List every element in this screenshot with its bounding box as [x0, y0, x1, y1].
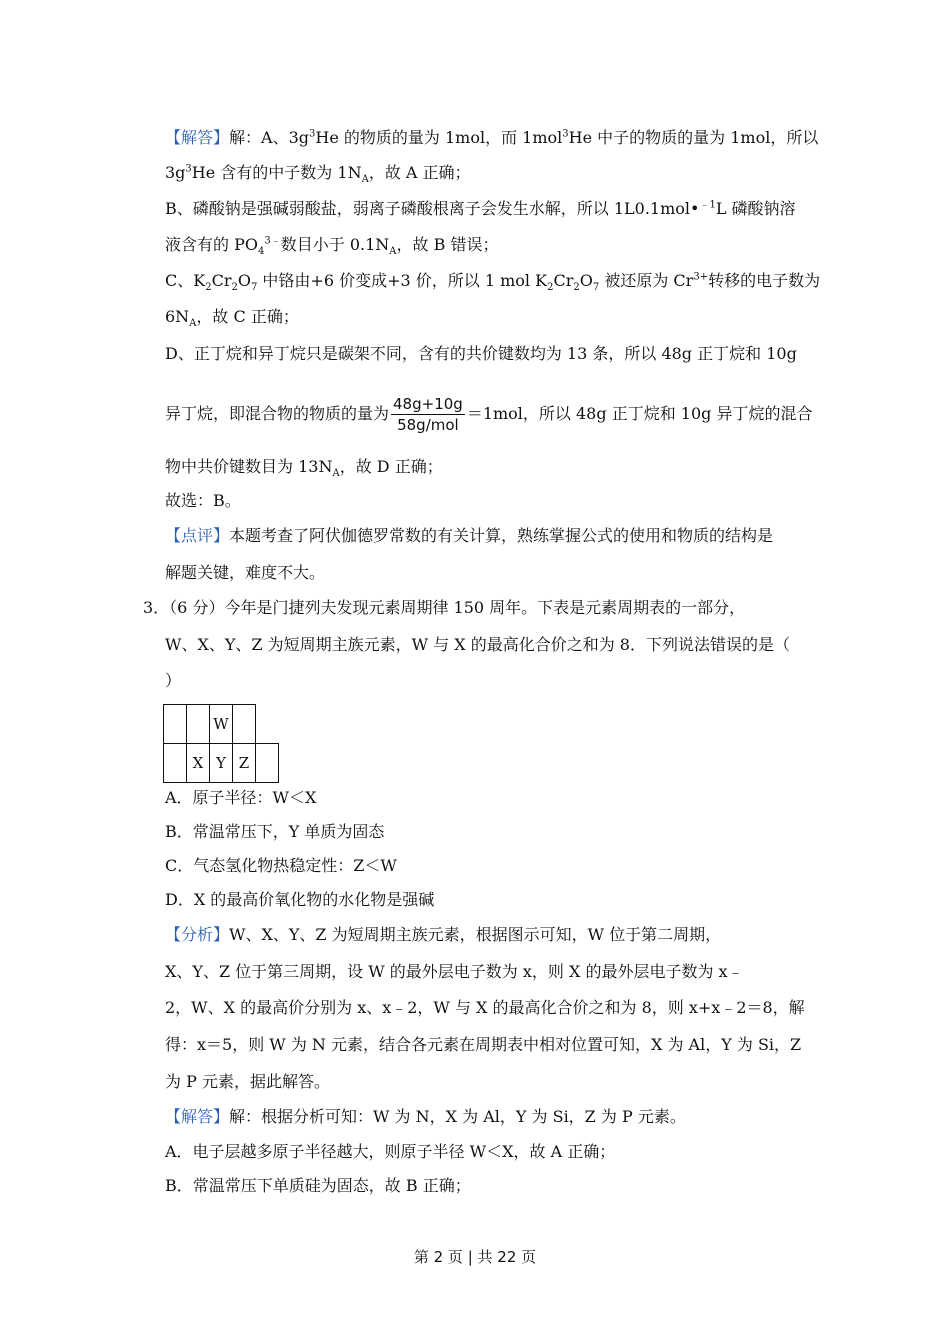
q3-answer-line-1: 【解答】解：根据分析可知：W 为 N，X 为 Al，Y 为 Si，Z 为 P 元素。	[165, 1107, 686, 1126]
q3-analysis-line-5: 为 P 元素，据此解答。	[165, 1072, 330, 1091]
q2-answer-line-6: $6N_A$，故 C 正确；	[165, 307, 299, 330]
q2-comment-line-2: 解题关键，难度不大。	[165, 563, 326, 582]
q2-answer-line-1: 【解答】解：A、$3g^3He$ 的物质的量为 1mol，而 1mol$^3$He 中子的物质的量为 1mol，所以	[165, 128, 819, 147]
fraction-denominator: 58g/mol	[397, 416, 459, 434]
comment-label: 【点评】	[165, 526, 230, 545]
answer-label: 【解答】	[165, 1107, 230, 1126]
fraction	[391, 395, 465, 434]
table-cell: X	[187, 744, 210, 783]
periodic-table-fragment	[163, 704, 279, 783]
q3-analysis-line-3: 2，W、X 的最高价分别为 x、x﹣2，W 与 X 的最高化合价之和为 8，则 x+x﹣2＝8，解	[165, 998, 805, 1017]
q2-answer-line-10: 故选：B。	[165, 491, 241, 510]
q3-option-d: D．X 的最高价氧化物的水化物是强碱	[165, 890, 435, 909]
q2-answer-line-3: B、磷酸钠是强碱弱酸盐，弱离子磷酸根离子会发生水解，所以 1L0.1mol•$^{﹣1}$L 磷酸钠溶	[165, 199, 796, 218]
q3-option-b: B．常温常压下，Y 单质为固态	[165, 822, 385, 841]
table-row	[164, 705, 279, 744]
page-footer: 第 2 页 | 共 22 页	[413, 1248, 537, 1266]
table-cell	[233, 705, 256, 744]
q3-answer-line-3: B．常温常压下单质硅为固态，故 B 正确；	[165, 1176, 471, 1195]
q2-comment-line-1: 【点评】本题考查了阿伏伽德罗常数的有关计算，熟练掌握公式的使用和物质的结构是	[165, 526, 774, 545]
q2-answer-line-9: 物中共价键数目为 $13N_A$，故 D 正确；	[165, 457, 443, 480]
table-cell	[187, 705, 210, 744]
q3-analysis-line-2: X、Y、Z 位于第三周期，设 W 的最外层电子数为 x，则 X 的最外层电子数为 x﹣	[165, 962, 744, 981]
q2-answer-line-5: C、$K_2Cr_2O_7$ 中铬由+6 价变成+3 价，所以 1 mol $K_2Cr_2O_7$ 被还原为 $Cr^{3+}$转移的电子数为	[165, 271, 821, 294]
q3-stem-line-2: W、X、Y、Z 为短周期主族元素，W 与 X 的最高化合价之和为 8．下列说法错误的是（	[165, 635, 790, 654]
table-cell	[256, 705, 279, 744]
q3-analysis-line-4: 得：x＝5，则 W 为 N 元素，结合各元素在周期表中相对位置可知，X 为 Al，Y 为 Si，Z	[165, 1035, 802, 1054]
q2-answer-line-8: 异丁烷，即混合物的物质的量为 $\frac{48g+10g}{\text{58g/mol}}$ ＝1mol，所以 48g 正丁烷和 10g 异丁烷的混合	[165, 395, 813, 434]
table-row	[164, 744, 279, 783]
table-cell	[164, 705, 187, 744]
q3-analysis-line-1: 【分析】W、X、Y、Z 为短周期主族元素，根据图示可知，W 位于第二周期，	[165, 925, 722, 944]
q2-answer-line-4: 液含有的 $PO_4^{3﹣}$数目小于 $0.1N_A$，故 B 错误；	[165, 235, 499, 258]
q3-answer-line-2: A．电子层越多原子半径越大，则原子半径 W＜X，故 A 正确；	[165, 1142, 616, 1161]
fraction-numerator: 48g+10g	[393, 395, 463, 413]
q2-answer-line-7: D、正丁烷和异丁烷只是碳架不同，含有的共价键数均为 13 条，所以 48g 正丁烷和 10g	[165, 344, 797, 363]
answer-label: 【解答】	[165, 128, 230, 147]
q2-answer-line-2: $3g^3He$ 含有的中子数为 $1N_A$，故 A 正确；	[165, 163, 471, 186]
table-cell: Y	[210, 744, 233, 783]
q3-option-a: A．原子半径：W＜X	[165, 788, 317, 807]
table-cell	[164, 744, 187, 783]
table-cell: W	[210, 705, 233, 744]
q3-stem-line-1: 3．（6 分）今年是门捷列夫发现元素周期律 150 周年。下表是元素周期表的一部分，	[143, 598, 746, 617]
table-cell	[256, 744, 279, 783]
analysis-label: 【分析】	[165, 925, 230, 944]
q3-stem-line-3: ）	[165, 671, 182, 690]
q3-option-c: C．气态氢化物热稳定性：Z＜W	[165, 856, 397, 875]
table-cell: Z	[233, 744, 256, 783]
